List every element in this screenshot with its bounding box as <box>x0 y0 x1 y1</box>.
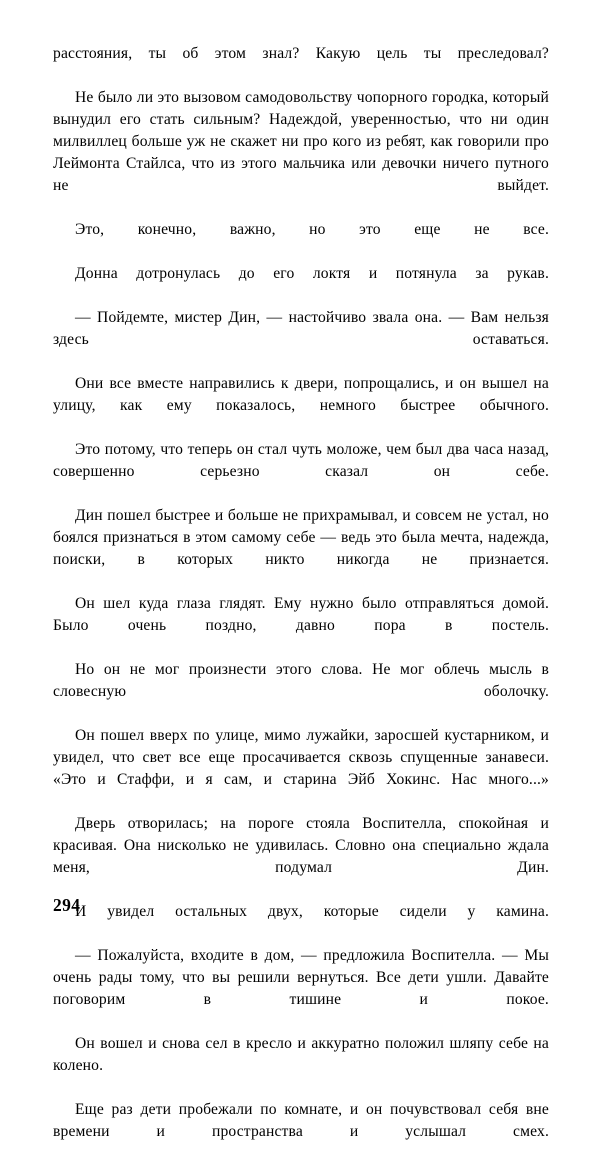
paragraph: Он шел куда глаза глядят. Ему нужно было отправляться домой. Было очень поздно, давно пора в постель. <box>53 595 549 634</box>
paragraph: Но он не мог произнести этого слова. Не мог облечь мысль в словесную оболочку. <box>53 661 549 700</box>
paragraph-dialogue: — Пожалуйста, входите в дом, — предложила Воспителла. — Мы очень рады тому, что вы решили вернуться. Все дети ушли. Давайте поговорим в тишине и покое. <box>53 947 549 1008</box>
paragraph: Он вошел и снова сел в кресло и аккуратно положил шляпу себе на колено. <box>53 1035 549 1074</box>
paragraph: Донна дотронулась до его локтя и потянула за рукав. <box>75 265 549 282</box>
paragraph: Они все вместе направились к двери, попрощались, и он вышел на улицу, как ему показалось, немного быстрее обычного. <box>53 375 549 414</box>
paragraph-dialogue: — Пойдемте, мистер Дин, — настойчиво звала она. — Вам нельзя здесь оставаться. <box>53 309 549 348</box>
paragraph: Не было ли это вызовом самодовольству чопорного городка, который вынудил его стать сильным? Надеждой, уверенностью, что ни один милвиллец больше уж не скажет ни про кого из ребят, как говорили про Леймонта Стайлса, что из этого мальчика или девочки ничего путного не выйдет. <box>53 89 549 194</box>
paragraph: Это, конечно, важно, но это еще не все. <box>75 221 549 238</box>
paragraph: Он пошел вверх по улице, мимо лужайки, заросшей кустарником, и увидел, что свет все еще просачивается сквозь спущенные занавеси. «Это и Стаффи, и я сам, и старина Эйб Хокинс. Нас много...» <box>53 727 549 788</box>
paragraph: Дверь отворилась; на пороге стояла Воспителла, спокойная и красивая. Она нисколько не удивилась. Словно она специально ждала меня, подумал Дин. <box>53 815 549 876</box>
paragraph: Это потому, что теперь он стал чуть моложе, чем был два часа назад, совершенно серьезно сказал он себе. <box>53 441 549 480</box>
page-text-block <box>53 43 549 1165</box>
paragraph: Еще раз дети пробежали по комнате, и он почувствовал себя вне времени и пространства и услышал смех. <box>53 1101 549 1140</box>
paragraph: Дин пошел быстрее и больше не прихрамывал, и совсем не устал, но боялся признаться в этом самому себе — ведь это была мечта, надежда, поиски, в которых никто никогда не признается. <box>53 507 549 568</box>
page-number: 294 <box>53 895 81 915</box>
paragraph: расстояния, ты об этом знал? Какую цель ты преследовал? <box>53 45 549 62</box>
paragraph: И увидел остальных двух, которые сидели у камина. <box>75 903 549 920</box>
